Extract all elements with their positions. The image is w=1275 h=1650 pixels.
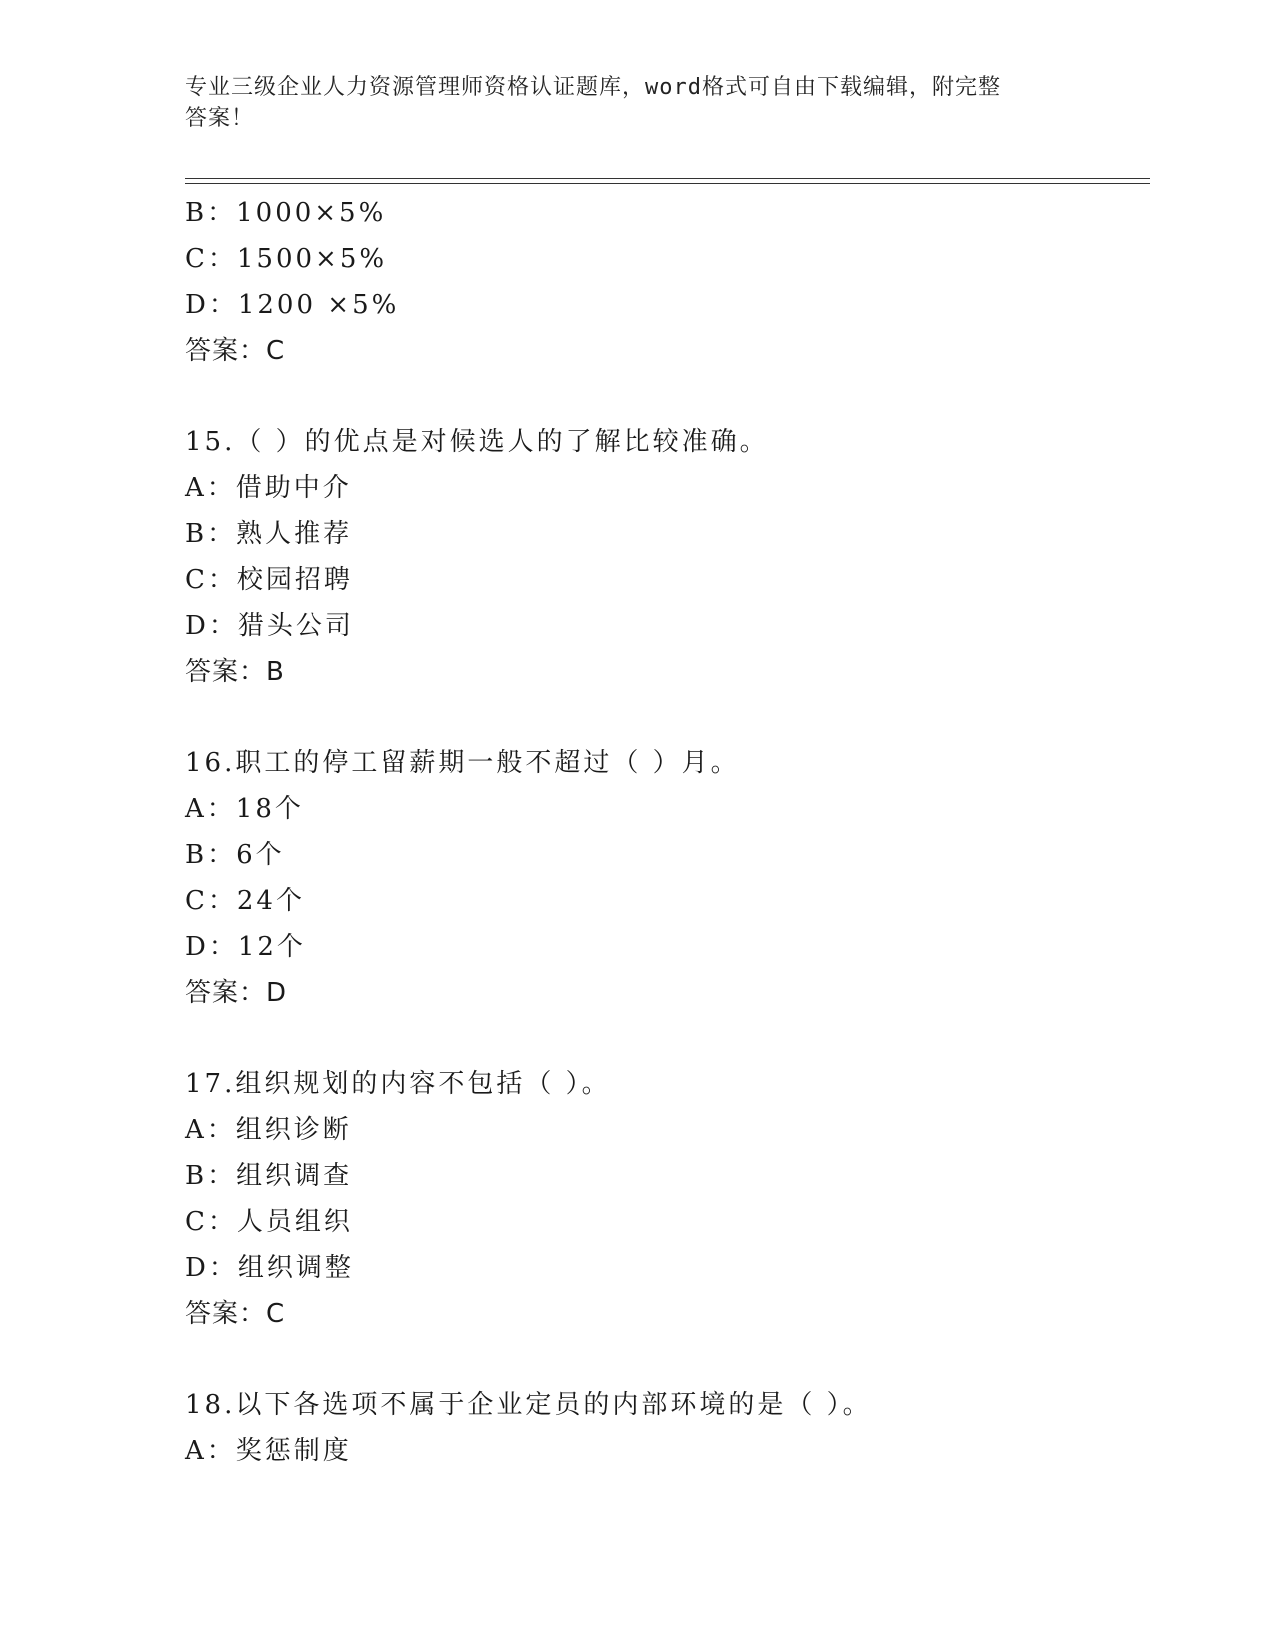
question-block-16	[185, 740, 1150, 1016]
option-c: C：校园招聘	[185, 565, 353, 595]
question-text: 16.职工的停工留薪期一般不超过（ ）月。	[185, 748, 740, 778]
question-block-18	[185, 1382, 1150, 1474]
question-block-15	[185, 419, 1150, 695]
option-d: D：猎头公司	[185, 611, 354, 641]
option-b: B：1000×5%	[185, 198, 387, 228]
answer-label: 答案：B	[185, 657, 285, 687]
option-b: B：熟人推荐	[185, 519, 353, 549]
question-text: 18.以下各选项不属于企业定员的内部环境的是（ ）。	[185, 1390, 872, 1420]
header-divider-top	[185, 178, 1150, 179]
header-divider-bottom	[185, 183, 1150, 184]
question-text: 15.（ ）的优点是对候选人的了解比较准确。	[185, 427, 769, 457]
option-a: A：借助中介	[185, 473, 352, 503]
option-a: A：奖惩制度	[185, 1436, 352, 1466]
answer-label: 答案：D	[185, 978, 288, 1008]
option-b: B：6个	[185, 840, 285, 870]
question-block-17	[185, 1061, 1150, 1337]
answer-label: 答案：C	[185, 336, 286, 366]
option-a: A：组织诊断	[185, 1115, 352, 1145]
option-d: D：12个	[185, 932, 306, 962]
option-b: B：组织调查	[185, 1161, 353, 1191]
option-c: C：1500×5%	[185, 244, 388, 274]
question-list	[185, 190, 1150, 1474]
question-block-14	[185, 190, 1150, 374]
header-line-1: 专业三级企业人力资源管理师资格认证题库，word格式可自由下载编辑，附完整	[185, 75, 1001, 100]
question-text: 17.组织规划的内容不包括（ ）。	[185, 1069, 611, 1099]
option-a: A：18个	[185, 794, 304, 824]
header-line-2: 答案！	[185, 106, 255, 131]
option-d: D：1200 ×5%	[185, 290, 400, 320]
option-c: C：24个	[185, 886, 305, 916]
option-c: C：人员组织	[185, 1207, 353, 1237]
answer-label: 答案：C	[185, 1299, 286, 1329]
document-header	[185, 72, 1065, 134]
option-d: D：组织调整	[185, 1253, 354, 1283]
